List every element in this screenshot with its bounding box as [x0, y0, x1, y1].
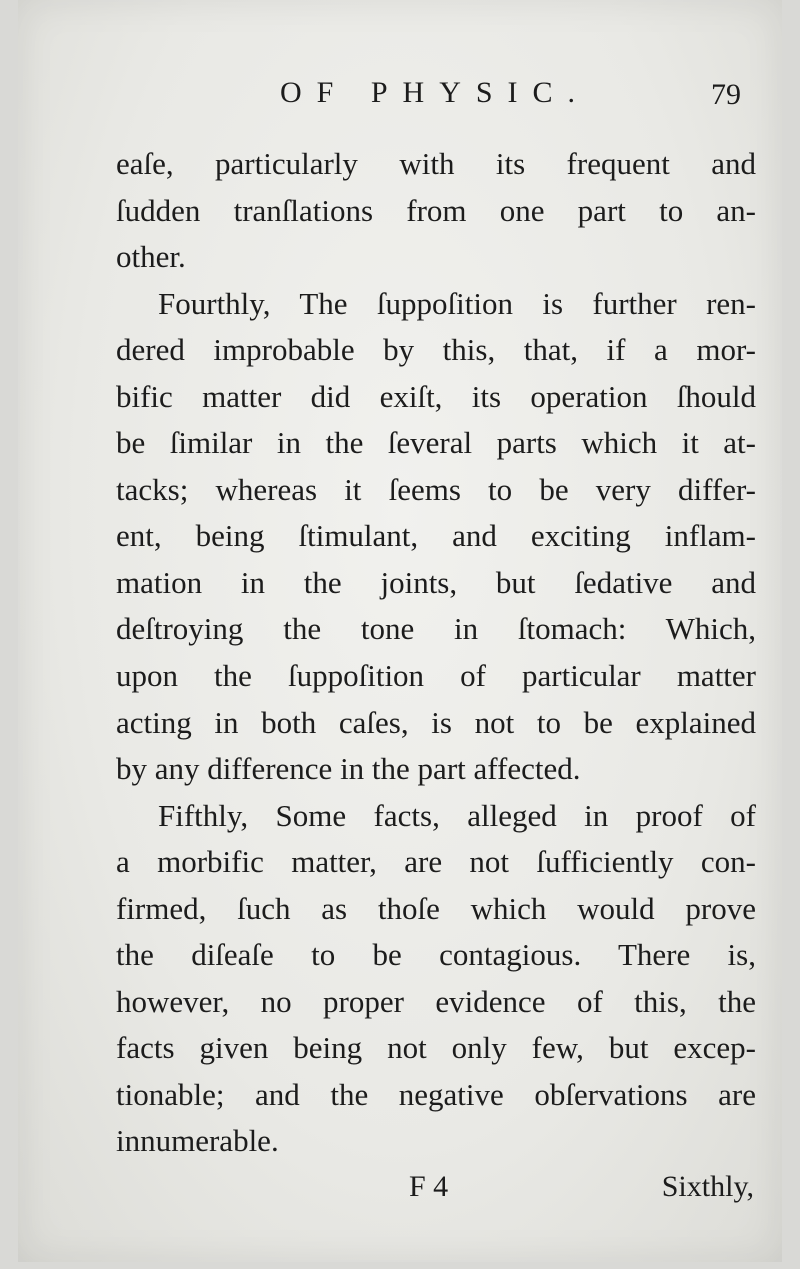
text-line: a morbific matter, are not ſufficiently con-: [116, 844, 756, 880]
text-line: tionable; and the negative obſervations are: [116, 1076, 756, 1112]
page-number: 79: [711, 78, 741, 111]
catchword: Sixthly,: [661, 1170, 754, 1203]
signature-mark: F 4: [409, 1170, 449, 1203]
text-line: the diſeaſe to be contagious. There is,: [116, 937, 756, 973]
text-line: firmed, ſuch as thoſe which would prove: [116, 890, 756, 926]
text-line: by any difference in the part affected.: [116, 751, 581, 787]
text-line: eaſe, particularly with its frequent and: [116, 146, 756, 181]
text-line: innumerable.: [116, 1123, 279, 1159]
text-line: facts given being not only few, but excep-: [116, 1030, 756, 1066]
page-footer: [18, 1170, 782, 1214]
text-line: other.: [116, 239, 186, 275]
text-line: tacks; whereas it ſeems to be very differ-: [116, 471, 756, 507]
body-text: [116, 141, 756, 1165]
text-line: be ſimilar in the ſeveral parts which it at-: [116, 425, 756, 461]
text-line: ſudden tranſlations from one part to an-: [116, 192, 756, 228]
text-line: bific matter did exiſt, its operation ſhould: [116, 378, 756, 414]
paragraph-start-line: Fifthly, Some facts, alleged in proof of: [158, 797, 756, 833]
text-line: mation in the joints, but ſedative and: [116, 564, 756, 600]
book-page: [18, 0, 782, 1262]
running-head: OF PHYSIC.: [280, 76, 591, 109]
text-line: upon the ſuppoſition of particular matter: [116, 658, 756, 694]
text-line: however, no proper evidence of this, the: [116, 983, 756, 1019]
page-header: [18, 72, 782, 120]
text-line: dered improbable by this, that, if a mor-: [116, 332, 756, 368]
text-line: deſtroying the tone in ſtomach: Which,: [116, 611, 756, 647]
text-line: ent, being ſtimulant, and exciting inflam-: [116, 518, 756, 554]
paragraph-start-line: Fourthly, The ſuppoſition is further ren-: [158, 285, 756, 321]
text-line: acting in both caſes, is not to be explained: [116, 704, 756, 740]
